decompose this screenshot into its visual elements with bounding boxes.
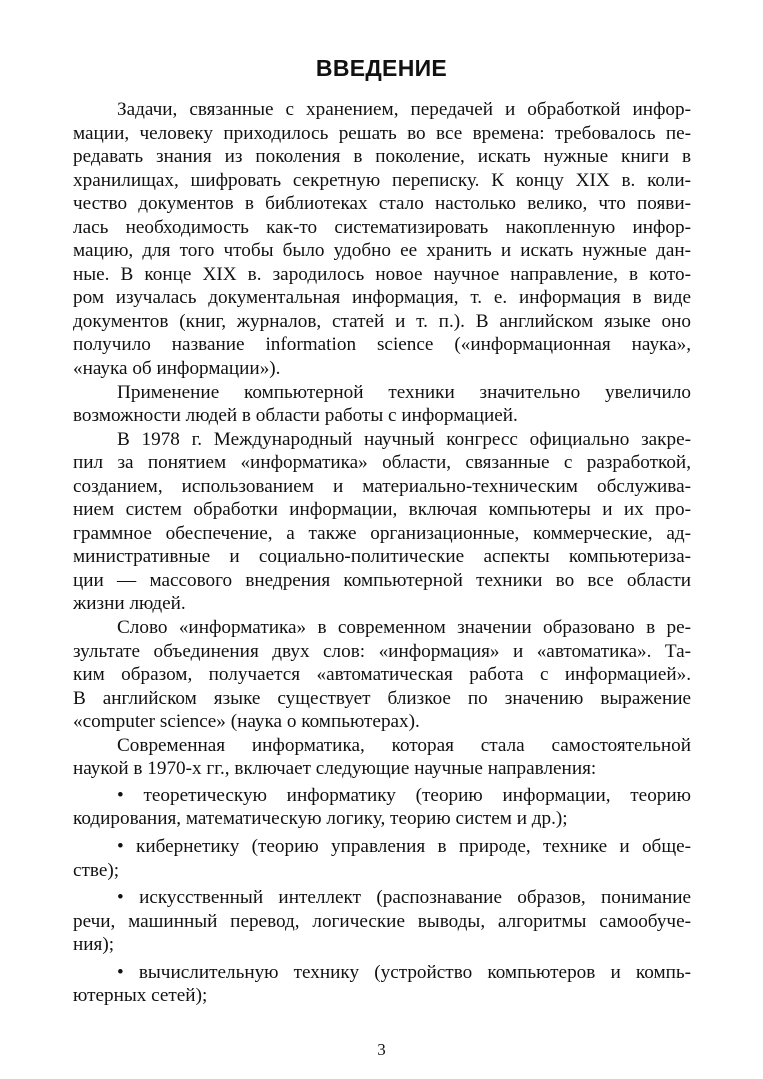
text-line: жизни людей. [73,593,186,615]
text-line: ким образом, получается «автоматическая работа с информацией». [73,664,691,686]
list-item [73,961,691,1008]
text-line: Задачи, связанные с хранением, передачей и обработкой инфор- [117,99,691,120]
text-line [73,886,691,910]
text-line: ютерных сетей); [73,985,208,1007]
text-line: ции — массового внедрения компьютерной техники во все области [73,569,691,591]
paragraph [73,381,691,428]
paragraph [73,98,691,381]
text-line: мации, человеку приходилось решать во все времена: требовалось пе- [73,122,691,144]
text-line: редавать знания из поколения в поколение, искать нужные книги в [73,146,691,168]
text-line: возможности людей в области работы с информацией. [73,405,518,427]
text-line: Слово «информатика» в современном значении образовано в ре- [117,617,691,639]
bullet-icon: • [117,887,124,909]
text-line [73,835,691,859]
paragraph [73,616,691,734]
text-line: ные. В конце XIX в. зародилось новое научное направление, в кото- [73,263,691,285]
text-line: ром изучалась документальная информация, т. е. информация в виде [73,287,691,309]
text-line: Применение компьютерной техники значительно увеличило [117,381,691,403]
text-line: Современная информатика, которая стала самостоятельной [117,734,691,756]
text-line: лась необходимость как-то систематизировать накопленную инфор- [73,216,691,238]
text-line: наукой в 1970-х гг., включает следующие научные направления: [73,758,597,780]
text-line: получило название information science («информационная наука», [73,334,691,356]
bullet-icon: • [117,961,124,983]
bullet-icon: • [117,784,124,806]
text-line: зультате объединения двух слов: «информация» и «автоматика». Та- [73,640,691,662]
text-line [73,961,691,985]
text-line: кодирования, математическую логику, теорию систем и др.); [73,808,568,830]
text-line: чество документов в библиотеках стало настолько велико, что появи- [73,193,691,215]
list-item-text: теоретическую информатику (теорию информации, теорию [143,784,691,806]
paragraph [73,428,691,616]
text-line: «наука об информации»). [73,358,281,380]
list-item [73,784,691,831]
text-line: «computer science» (наука о компьютерах). [73,711,420,733]
text-line: документов (книг, журналов, статей и т. п.). В английском языке оно [73,310,691,332]
text-line: речи, машинный перевод, логические выводы, алгоритмы самообуче- [73,910,691,932]
text-line: стве); [73,859,120,881]
list-item [73,835,691,882]
text-line: созданием, использованием и материально-техническим обслужива- [73,475,691,497]
text-line: ния); [73,934,115,956]
text-line: хранилищах, шифровать секретную переписку. К концу XIX в. коли- [73,169,691,191]
text-line: граммное обеспечение, а также организационные, коммерческие, ад- [73,522,691,544]
page-title: ВВЕДЕНИЕ [315,55,448,81]
text-line: мацию, для того чтобы было удобно ее хранить и искать нужные дан- [73,240,691,262]
paragraph [73,734,691,781]
list-item-text: искусственный интеллект (распознавание образов, понимание [139,887,692,909]
list-item-text: вычислительную технику (устройство компьютеров и компь- [138,961,691,983]
text-line: нием систем обработки информации, включая компьютеры и их про- [73,499,691,521]
body-text [73,98,691,1008]
list-item [73,886,691,957]
text-line: министративные и социально-политические аспекты компьютеризa- [73,546,691,568]
text-line: В 1978 г. Международный научный конгресс официально закре- [117,428,691,450]
list-item-text: кибернетику (теорию управления в природе, технике и обще- [136,835,692,857]
text-line [73,784,691,808]
page-number: 3 [377,1040,386,1059]
text-line: пил за понятием «информатика» области, связанные с разработкой, [73,452,691,474]
bullet-icon: • [117,835,124,857]
text-line: В английском языке существует близкое по значению выражение [73,687,691,709]
